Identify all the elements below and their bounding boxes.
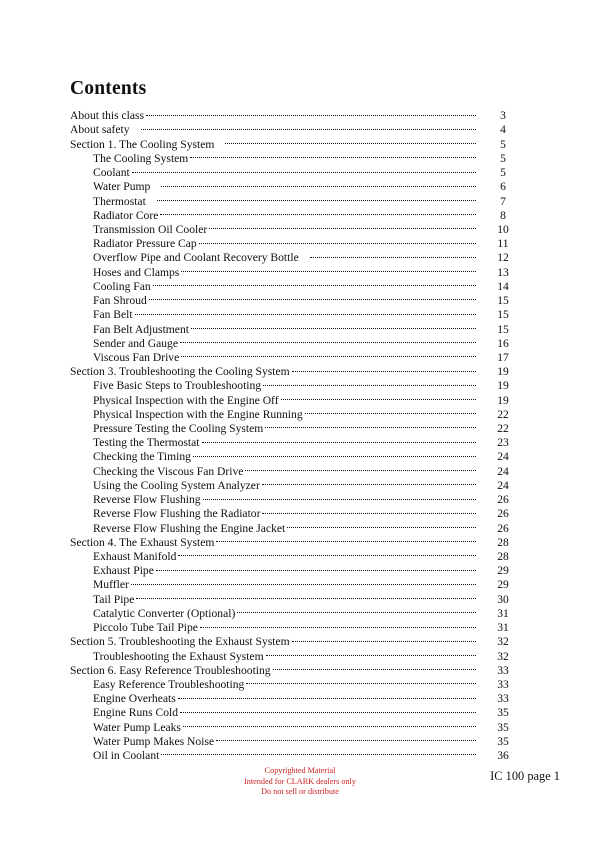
- toc-entry-title: Section 1. The Cooling System: [70, 137, 215, 151]
- toc-entry-page-number: 15: [497, 294, 509, 308]
- toc-dot-leader: [136, 588, 476, 602]
- toc-dot-leader: [209, 219, 476, 233]
- toc-dot-leader: [216, 731, 476, 745]
- toc-dot-leader: [281, 389, 476, 403]
- page-identifier: IC 100 page 1: [490, 769, 560, 783]
- toc-entry-page-number: 29: [497, 564, 509, 578]
- toc-entry-page-number: 19: [497, 379, 509, 393]
- toc-entry-title: Section 4. The Exhaust System: [70, 535, 215, 549]
- toc-dot-leader: [181, 261, 476, 275]
- toc-entry-title: Five Basic Steps to Troubleshooting: [93, 379, 262, 393]
- copyright-notice-line: Intended for CLARK dealers only: [244, 776, 356, 786]
- toc-dot-leader: [161, 176, 476, 190]
- toc-dot-leader: [156, 560, 476, 574]
- toc-entry[interactable]: [70, 588, 530, 606]
- toc-entry-page-number: 31: [497, 621, 509, 635]
- toc-entry-title: Thermostat: [93, 194, 146, 208]
- toc-entry[interactable]: [70, 318, 530, 336]
- toc-dot-leader: [292, 361, 476, 375]
- toc-entry-page-number: 26: [497, 521, 509, 535]
- toc-entry-page-number: 24: [497, 464, 509, 478]
- toc-entry-title: Reverse Flow Flushing the Radiator: [93, 507, 261, 521]
- toc-dot-leader: [178, 688, 476, 702]
- toc-entry-title: Easy Reference Troubleshooting: [93, 677, 245, 691]
- toc-dot-leader: [237, 603, 476, 617]
- toc-entry-page-number: 11: [497, 237, 509, 251]
- toc-entry-title: Using the Cooling System Analyzer: [93, 478, 260, 492]
- toc-entry-title: The Cooling System: [93, 151, 189, 165]
- toc-dot-leader: [180, 702, 476, 716]
- toc-dot-leader: [200, 617, 476, 631]
- toc-dot-leader: [146, 105, 476, 119]
- page-title: Contents: [70, 78, 147, 99]
- toc-entry-page-number: 35: [497, 706, 509, 720]
- toc-entry[interactable]: [70, 574, 530, 592]
- toc-dot-leader: [273, 660, 476, 674]
- toc-entry-page-number: 15: [497, 322, 509, 336]
- toc-entry-page-number: 35: [497, 734, 509, 748]
- toc-entry-title: Pressure Testing the Cooling System: [93, 422, 264, 436]
- toc-entry-title: Radiator Pressure Cap: [93, 237, 197, 251]
- toc-entry-page-number: 31: [497, 606, 509, 620]
- toc-entry-page-number: 28: [497, 550, 509, 563]
- toc-entry-title: Piccolo Tube Tail Pipe: [93, 621, 198, 635]
- toc-entry-title: Reverse Flow Flushing: [93, 493, 201, 507]
- toc-entry[interactable]: [70, 105, 530, 123]
- toc-dot-leader: [149, 290, 476, 304]
- toc-entry-page-number: 17: [497, 350, 509, 364]
- toc-entry-page-number: 30: [497, 592, 509, 606]
- toc-dot-leader: [193, 446, 476, 460]
- toc-entry-page-number: 19: [497, 393, 509, 407]
- toc-dot-leader: [246, 674, 476, 688]
- toc-entry-page-number: 3: [500, 109, 506, 123]
- toc-entry-page-number: 22: [497, 422, 509, 436]
- toc-entry-title: Viscous Fan Drive: [93, 350, 180, 364]
- toc-entry-title: Physical Inspection with the Engine Running: [93, 407, 303, 421]
- toc-entry-page-number: 22: [497, 407, 509, 421]
- toc-entry-title: Physical Inspection with the Engine Off: [93, 393, 279, 407]
- toc-entry-page-number: 33: [497, 677, 509, 691]
- toc-entry-page-number: 24: [497, 478, 509, 492]
- toc-entry-page-number: 23: [497, 436, 509, 450]
- toc-entry-title: Section 3. Troubleshooting the Cooling System: [70, 365, 290, 379]
- toc-dot-leader: [263, 375, 476, 389]
- toc-entry-page-number: 14: [497, 279, 509, 293]
- toc-entry-title: Radiator Core: [93, 208, 159, 222]
- toc-dot-leader: [203, 489, 476, 503]
- toc-entry-page-number: 28: [497, 535, 509, 549]
- toc-entry-page-number: 24: [497, 450, 509, 464]
- toc-dot-leader: [262, 503, 476, 517]
- toc-entry-title: About safety: [70, 123, 130, 137]
- toc-entry-title: Reverse Flow Flushing the Engine Jacket: [93, 521, 286, 535]
- toc-dot-leader: [131, 574, 476, 588]
- toc-entry-page-number: 29: [497, 578, 509, 592]
- toc-entry-title: Water Pump Leaks: [93, 720, 181, 734]
- toc-dot-leader: [202, 432, 476, 446]
- toc-entry-page-number: 33: [497, 692, 509, 706]
- toc-entry[interactable]: [70, 304, 530, 322]
- toc-dot-leader: [292, 631, 476, 645]
- toc-dot-leader: [141, 119, 476, 133]
- toc-entry-title: Muffler: [93, 578, 129, 592]
- toc-entry-title: Coolant: [93, 166, 130, 180]
- toc-dot-leader: [178, 546, 476, 560]
- toc-entry-title: Section 5. Troubleshooting the Exhaust System: [70, 635, 290, 649]
- toc-entry-page-number: 16: [497, 336, 509, 350]
- toc-entry-title: Fan Belt: [93, 308, 133, 322]
- toc-entry-title: Sender and Gauge: [93, 336, 178, 350]
- toc-entry-page-number: 32: [497, 635, 509, 649]
- copyright-notice-line: Copyrighted Material: [264, 766, 336, 775]
- toc-entry-title: Section 6. Easy Reference Troubleshooting: [70, 663, 271, 677]
- toc-entry-page-number: 5: [500, 166, 506, 180]
- toc-dot-leader: [160, 205, 476, 219]
- toc-dot-leader: [183, 716, 476, 730]
- toc-entry-title: Oil in Coolant: [93, 749, 160, 763]
- toc-entry-title: Exhaust Pipe: [93, 564, 154, 578]
- toc-dot-leader: [153, 276, 476, 290]
- toc-entry-page-number: 19: [497, 365, 509, 379]
- toc-entry-page-number: 12: [497, 251, 509, 265]
- toc-entry-title: About this class: [70, 109, 145, 123]
- toc-entry-title: Engine Runs Cold: [93, 706, 179, 720]
- toc-entry-page-number: 5: [500, 151, 506, 165]
- toc-entry-title: Overflow Pipe and Coolant Recovery Bottle: [93, 251, 299, 265]
- toc-entry-page-number: 15: [497, 308, 509, 322]
- toc-entry[interactable]: [70, 603, 530, 620]
- toc-dot-leader: [216, 532, 476, 546]
- toc-entry-title: Engine Overheats: [93, 692, 176, 706]
- toc-entry[interactable]: [70, 176, 530, 194]
- toc-dot-leader: [157, 190, 476, 204]
- toc-entry-title: Cooling Fan: [93, 279, 151, 293]
- copyright-notice-line: Do not sell or distribute: [261, 787, 339, 797]
- toc-entry-page-number: 36: [497, 749, 509, 763]
- toc-entry-title: Catalytic Converter (Optional): [93, 606, 236, 620]
- toc-entry-title: Water Pump Makes Noise: [93, 734, 215, 748]
- toc-entry-title: Exhaust Manifold: [93, 550, 177, 563]
- toc-entry-page-number: 5: [500, 137, 506, 151]
- toc-entry-page-number: 26: [497, 507, 509, 521]
- toc-entry-page-number: 6: [500, 180, 506, 194]
- toc-entry-page-number: 13: [497, 265, 509, 279]
- toc-dot-leader: [181, 347, 476, 361]
- toc-dot-leader: [287, 517, 476, 531]
- toc-dot-leader: [191, 318, 476, 332]
- toc-entry-title: Checking the Timing: [93, 450, 191, 464]
- table-of-contents-list: [70, 105, 530, 763]
- toc-dot-leader: [135, 304, 476, 318]
- toc-entry-title: Transmission Oil Cooler: [93, 222, 208, 236]
- toc-entry-title: Fan Belt Adjustment: [93, 322, 189, 336]
- toc-dot-leader: [190, 148, 476, 162]
- toc-dot-leader: [265, 418, 476, 432]
- toc-dot-leader: [310, 247, 476, 261]
- toc-entry-page-number: 4: [500, 123, 506, 137]
- toc-dot-leader: [161, 745, 476, 759]
- toc-entry-page-number: 32: [497, 649, 509, 663]
- toc-dot-leader: [262, 475, 476, 489]
- toc-dot-leader: [266, 645, 476, 659]
- toc-entry-title: Fan Shroud: [93, 294, 147, 308]
- toc-entry[interactable]: [70, 162, 530, 180]
- toc-entry-page-number: 7: [500, 194, 506, 208]
- toc-dot-leader: [225, 133, 476, 147]
- toc-entry-page-number: 26: [497, 493, 509, 507]
- toc-dot-leader: [305, 404, 476, 418]
- toc-entry-page-number: 35: [497, 720, 509, 734]
- toc-entry-page-number: 33: [497, 663, 509, 677]
- toc-dot-leader: [180, 333, 476, 347]
- toc-entry[interactable]: [70, 133, 530, 151]
- toc-entry-title: Troubleshooting the Exhaust System: [93, 649, 264, 663]
- toc-entry-title: Checking the Viscous Fan Drive: [93, 464, 244, 478]
- toc-dot-leader: [199, 233, 476, 247]
- toc-entry-title: Water Pump: [93, 180, 151, 194]
- toc-dot-leader: [132, 162, 476, 176]
- toc-dot-leader: [245, 460, 476, 474]
- toc-entry-title: Hoses and Clamps: [93, 265, 180, 279]
- toc-entry-page-number: 10: [497, 222, 509, 236]
- toc-entry-page-number: 8: [500, 208, 506, 222]
- toc-entry-title: Testing the Thermostat: [93, 436, 200, 450]
- toc-entry-title: Tail Pipe: [93, 592, 135, 606]
